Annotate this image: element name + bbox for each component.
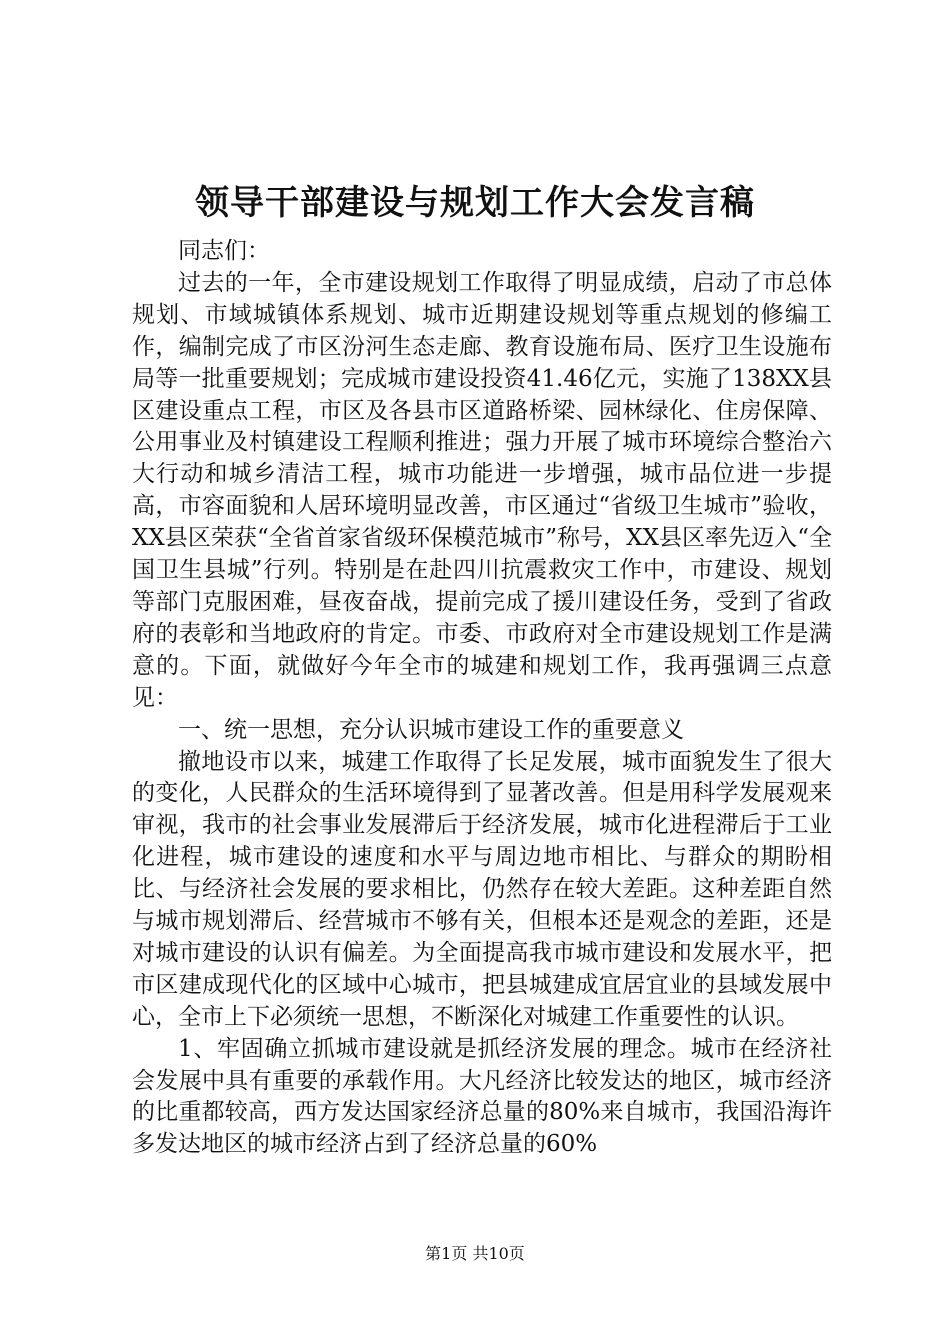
body-paragraph: 撤地设市以来，城建工作取得了长足发展，城市面貌发生了很大的变化，人民群众的生活环境得到了显著改善。但是用科学发展观来审视，我市的社会事业发展滞后于经济发展，城市化进程滞后于工业化进程，城市建设的速度和水平与周边地市相比、与群众的期盼相比、与经济社会发展的要求相比，仍然存在较大差距。这种差距自然与城市规划滞后、经营城市不够有关，但根本还是观念的差距，还是对城市建设的认识有偏差。为全面提高我市城市建设和发展水平，把市区建成现代化的区域中心城市，把县城建成宜居宜业的县域发展中心，全市上下必须统一思想，不断深化对城建工作重要性的认识。 xyxy=(132,748,832,1030)
section-heading: 一、统一思想，充分认识城市建设工作的重要意义 xyxy=(178,716,684,743)
document-title: 领导干部建设与规划工作大会发言稿 xyxy=(195,183,755,223)
salutation-paragraph: 同志们： xyxy=(178,238,270,264)
page-footer: 第1页 共10页 xyxy=(425,1244,525,1263)
body-paragraph: 过去的一年，全市建设规划工作取得了明显成绩，启动了市总体规划、市域城镇体系规划、城市近期建设规划等重点规划的修编工作，编制完成了市区汾河生态走廊、教育设施布局、医疗卫生设施布局等一批重要规划；完成城市建设投资41.46亿元，实施了138XX县区建设重点工程，市区及各县市区道路桥梁、园林绿化、住房保障、公用事业及村镇建设工程顺利推进；强力开展了城市环境综合整治六大行动和城乡清洁工程，城市功能进一步增强，城市品位进一步提高，市容面貌和人居环境明显改善，市区通过“省级卫生城市”验收，XX县区荣获“全省首家省级环保模范城市”称号，XX县区率先迈入“全国卫生县城”行列。特别是在赴四川抗震救灾工作中，市建设、规划等部门克服困难，昼夜奋战，提前完成了援川建设任务，受到了省政府的表彰和当地政府的肯定。市委、市政府对全市建设规划工作是满意的。下面，就做好今年全市的城建和规划工作，我再强调三点意见： xyxy=(132,269,832,711)
document-body xyxy=(132,236,832,1161)
body-paragraph: 1、牢固确立抓城市建设就是抓经济发展的理念。城市在经济社会发展中具有重要的承载作用。大凡经济比较发达的地区，城市经济的比重都较高，西方发达国家经济总量的80%来自城市，我国沿海许多发达地区的城市经济占到了经济总量的60% xyxy=(132,1035,832,1158)
